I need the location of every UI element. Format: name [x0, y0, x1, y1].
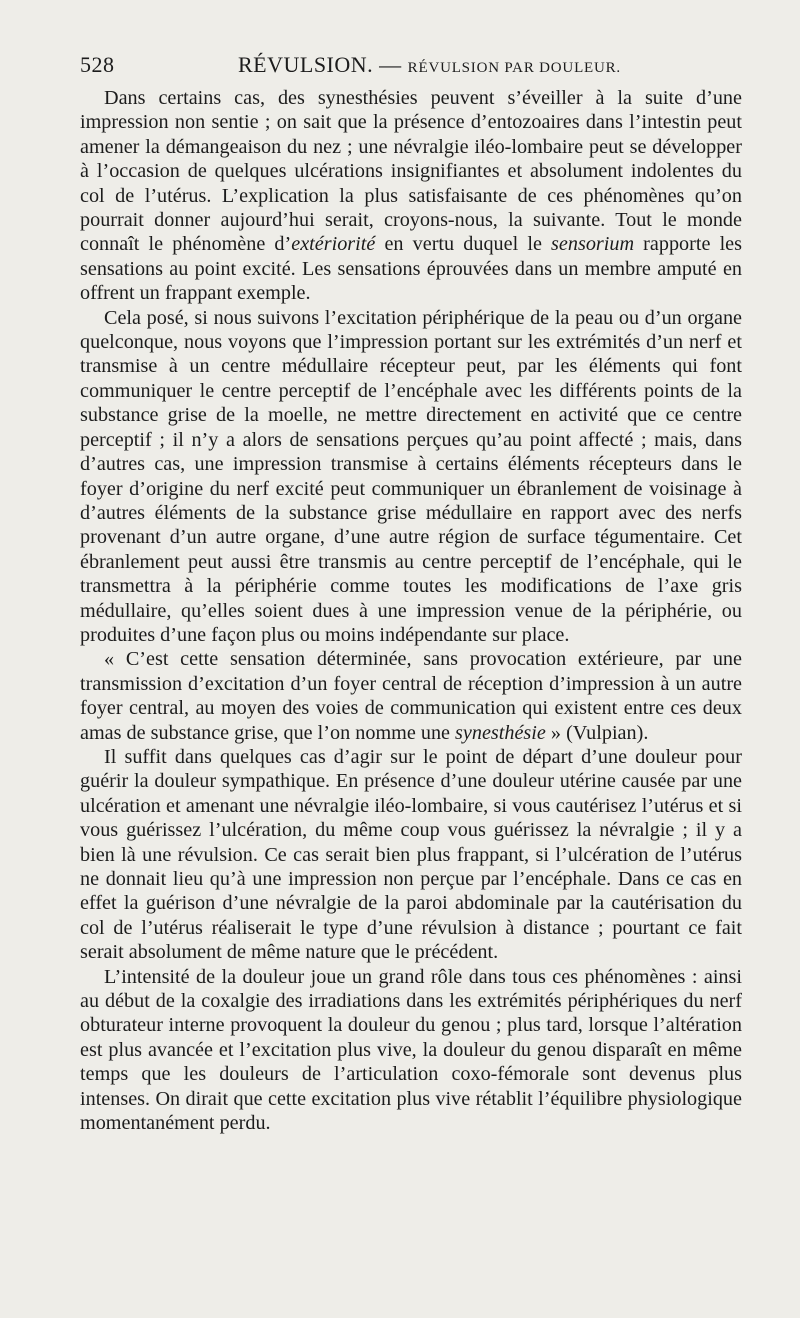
text-run: « C’est cette sensation déterminée, sans provocation extérieure, par une transmission d’excitation d’un foyer central de réception d’impression à un autre foyer central, au moyen des voies de communication qui existent entre ces deux amas de substance grise, que l’on nomme une	[80, 648, 742, 744]
chapter-title: RÉVULSION.	[238, 52, 374, 77]
text-run: Il suffit dans quelques cas d’agir sur le point de départ d’une douleur pour guérir la douleur sympathique. En présence d’une douleur utérine causée par une ulcération et amenant une névralgie iléo-lombaire, si vous cautérisez l’utérus et si vous guérissez l’ulcération, du même coup vous guérissez la névralgie ; il y a bien là une révulsion. Ce cas serait bien plus frappant, si l’ulcération de l’utérus ne donnait lieu qu’à une impression non perçue par l’encéphale. Dans ce cas en effet la guérison d’une névralgie de la paroi abdominale par la cautérisation du col de l’utérus réaliserait le type d’une révulsion à distance ; pourtant ce fait serait absolument de même nature que le précédent.	[80, 745, 742, 964]
italic-term: extériorité	[291, 233, 376, 256]
paragraph-4	[80, 745, 742, 965]
body-text	[80, 86, 742, 1135]
text-run: » (Vulpian).	[545, 721, 649, 744]
paragraph-5	[80, 965, 742, 1136]
text-run: Cela posé, si nous suivons l’excitation périphérique de la peau ou d’un organe quelconque, nous voyons que l’impression portant sur les extrémités d’un nerf et transmise à un centre médullaire récepteur peut, par les éléments qui font communiquer le centre perceptif de l’encéphale avec les différents points de la substance grise de la moelle, ne mettre directement en activité que ce centre perceptif ; il n’y a alors de sensations perçues qu’au point affecté ; mais, dans d’autres cas, une impression transmise à certains éléments récepteurs dans le foyer d’origine du nerf excité peut communiquer un ébranlement de voisinage à d’autres éléments de la substance grise médullaire en rapport avec des nerfs provenant d’un autre organe, d’une autre région de surface tégumentaire. Cet ébranlement peut aussi être transmis au centre perceptif de l’encéphale, qui le transmettra à la périphérie comme toutes les modifications de l’axe gris médullaire, qu’elles soient dues à une impression venue de la périphérie, ou produites d’une façon plus ou moins indépendante sur place.	[80, 306, 742, 646]
paragraph-1	[80, 86, 742, 306]
paragraph-2	[80, 306, 742, 648]
running-header	[80, 48, 738, 82]
running-title	[238, 52, 621, 78]
text-run: L’intensité de la douleur joue un grand rôle dans tous ces phénomènes : ainsi au début de la coxalgie des irradiations dans les extrémités périphériques du nerf obturateur interne provoquent la douleur du genou ; plus tard, lorsque l’altération est plus avancée et l’excitation plus vive, la douleur du genou disparaît en même temps que les douleurs de l’articulation coxo-fémorale sont devenus plus intenses. On dirait que cette excitation plus vive rétablit l’équilibre physiologique momentanément perdu.	[80, 965, 742, 1135]
italic-term: synesthésie	[455, 721, 546, 744]
title-separator: —	[373, 52, 408, 77]
text-run: rapporte les sensations au point excité. Les sensations éprouvées dans un membre amputé en offrent un frappant exemple.	[80, 233, 742, 305]
page-number: 528	[80, 52, 115, 77]
text-run: en vertu duquel le	[375, 233, 552, 256]
section-subtitle: RÉVULSION PAR DOULEUR.	[407, 60, 621, 76]
paragraph-3-quote	[80, 647, 742, 745]
italic-term: sensorium	[551, 233, 635, 256]
text-run: Dans certains cas, des synesthésies peuvent s’éveiller à la suite d’une impression non sentie ; on sait que la présence d’entozoaires dans l’intestin peut amener la démangeaison du nez ; une névralgie iléo-lombaire peut se développer à l’occasion de quelques ulcérations insignifiantes et absolument indolentes du col de l’utérus. L’explication la plus satisfaisante de ces phénomènes qu’on pourrait donner aujourd’hui serait, croyons-nous, la suivante. Tout le monde connaît le phénomène d’	[80, 87, 742, 256]
